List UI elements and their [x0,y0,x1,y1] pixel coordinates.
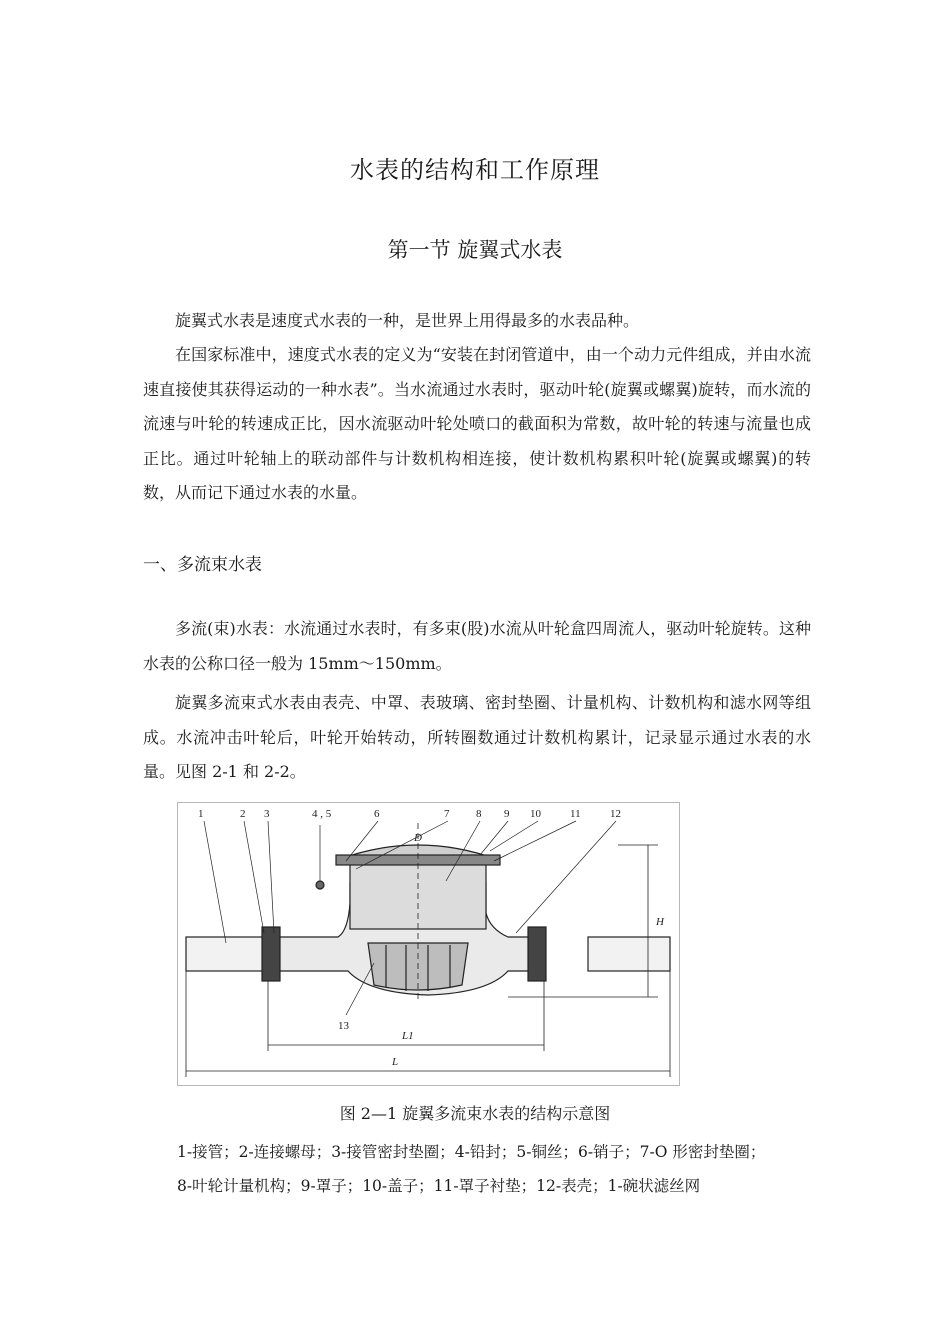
figure-legend-line: 1-接管；2-连接螺母；3-接管密封垫圈；4-铅封；5-铜丝；6-销子；7-O 形密封垫圈； [177,1143,766,1161]
document-title: 水表的结构和工作原理 [350,156,600,184]
figure-caption: 图 2—1 旋翼多流束水表的结构示意图 [339,1104,611,1123]
subsection-heading: 一、多流束水表 [143,555,262,575]
callout-label: 12 [610,808,621,820]
dimension-label: H [656,916,664,928]
paragraph-multistream: 多流(束)水表：水流通过水表时，有多束(股)水流从叶轮盒四周流人，驱动叶轮旋转。这种水表的公称口径一般为 15mm～150mm。 [143,619,811,673]
callout-label: 9 [504,808,510,820]
callout-label: 10 [530,808,541,820]
dimension-label: L [392,1056,399,1068]
paragraph-intro: 旋翼式水表是速度式水表的一种，是世界上用得最多的水表品种。 [175,311,640,330]
callout-label: 7 [444,808,450,820]
callout-label: 2 [240,808,246,820]
section-title: 第一节 旋翼式水表 [387,238,563,262]
callout-label: 13 [338,1020,349,1032]
dimension-label: D [414,832,422,844]
left-pipe [186,937,268,971]
leader-line [268,821,274,933]
dimension-label: L1 [402,1030,414,1042]
water-meter-diagram [177,802,680,1086]
right-pipe [588,937,670,971]
water-meter-drawing [178,803,679,1085]
callout-label: 3 [264,808,270,820]
left-nut [262,927,280,981]
callout-label: 8 [476,808,482,820]
leader-line [244,821,264,933]
leader-line [516,821,616,933]
right-nut [528,927,546,981]
leader-line [480,821,508,855]
callout-label: 4 , 5 [312,808,332,820]
leader-line [204,821,226,943]
paragraph-definition: 在国家标准中，速度式水表的定义为“安装在封闭管道中，由一个动力元件组成，并由水流速直接使其获得运动的一种水表”。当水流通过水表时，驱动叶轮(旋翼或螺翼)旋转，而水流的流速与叶轮的转速成正比，因水流驱动叶轮处喷口的截面积为常数，故叶轮的转速与流量也成正比。通过叶轮轴上的联动部件与计数机构相连接，使计数机构累积叶轮(旋翼或螺翼)的转数，从而记下通过水表的水量。 [143,345,811,502]
figure-legend-line: 8-叶轮计量机构；9-罩子；10-盖子；11-罩子衬垫；12-表壳；1-碗状滤丝网 [177,1177,701,1195]
callout-label: 11 [570,808,581,820]
paragraph-composition: 旋翼多流束式水表由表壳、中罩、表玻璃、密封垫圈、计量机构、计数机构和滤水网等组成。水流冲击叶轮后，叶轮开始转动，所转圈数通过计数机构累计，记录显示通过水表的水量。见图 2-1 和 2-2。 [143,693,811,781]
lead-seal [316,881,324,889]
callout-label: 1 [198,808,204,820]
callout-label: 6 [374,808,380,820]
leader-line [490,821,538,851]
